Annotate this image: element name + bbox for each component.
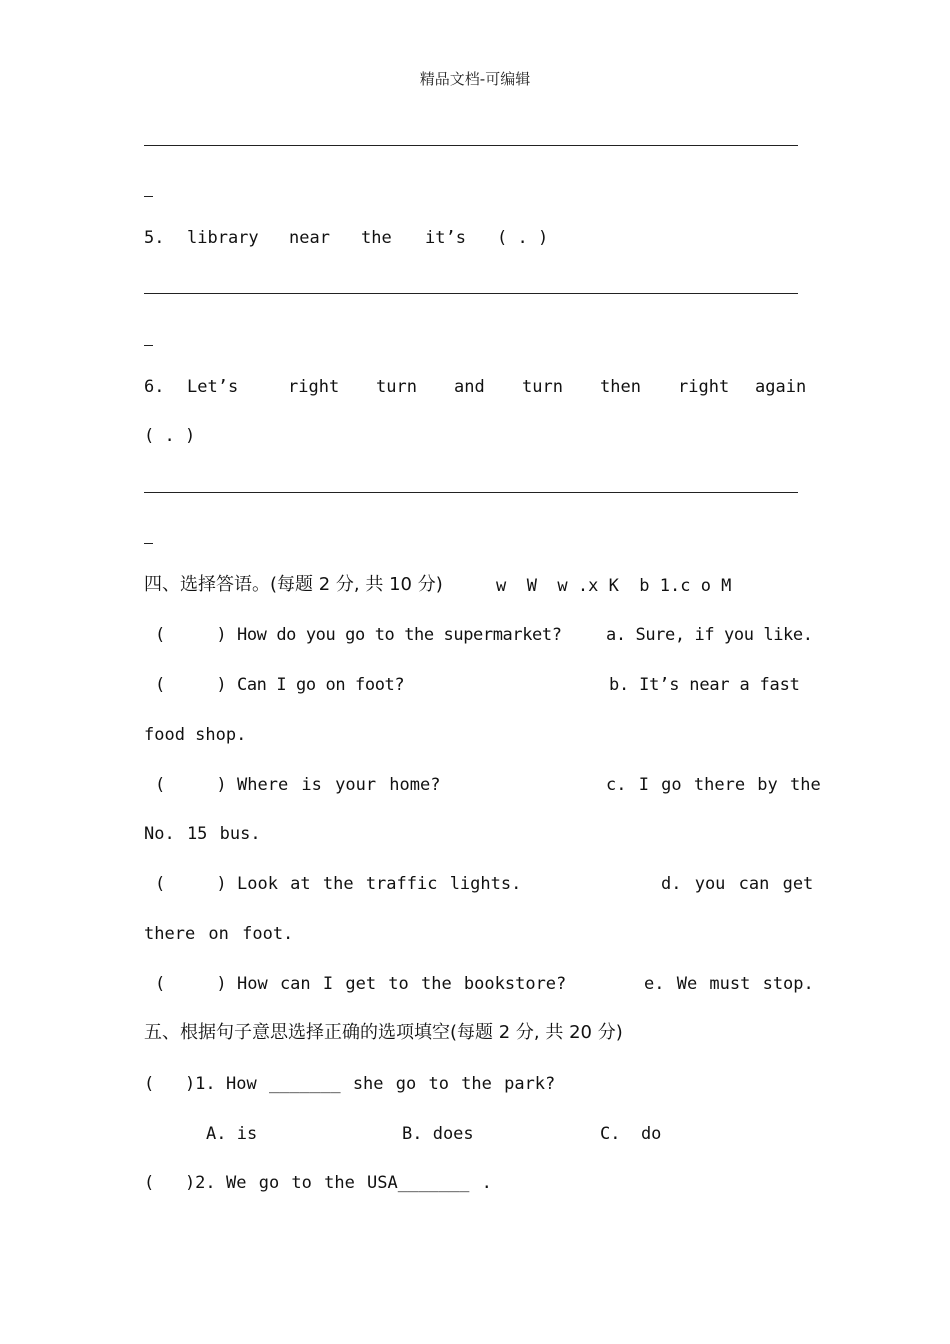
page-header: 精品文档-可编辑 <box>419 70 531 88</box>
answer-line[interactable] <box>144 293 798 294</box>
answer-option-d-cont: there on foot. <box>144 924 294 944</box>
q6-word-2: right <box>288 377 340 397</box>
q5-end-mark: ( . ) <box>497 228 549 248</box>
q6-number: 6. <box>144 377 165 397</box>
q5-number: 5. <box>144 228 165 248</box>
question-text: Can I go on foot? <box>237 675 405 695</box>
q1-text: How _______ she go to the park? <box>226 1074 556 1094</box>
q6-word-6: then <box>600 377 641 397</box>
section4-watermark: w W w .x K b 1.c o M <box>496 576 732 596</box>
answer-bracket[interactable]: ( ) <box>155 625 227 645</box>
q5-word-2: near <box>289 228 330 248</box>
question-text: How do you go to the supermarket? <box>237 625 562 645</box>
q6-word-8: again <box>755 377 807 397</box>
q6-word-3: turn <box>376 377 417 397</box>
q2-bracket[interactable]: ( )2. <box>144 1173 216 1193</box>
q2-text: We go to the USA_______ . <box>226 1173 492 1193</box>
q6-word-1: Let’s <box>187 377 239 397</box>
q1-option-c[interactable]: C. do <box>600 1124 662 1144</box>
section4-title: 四、选择答语。(每题 2 分, 共 10 分) <box>144 574 443 595</box>
answer-line-tail <box>144 543 153 544</box>
answer-option-e: e. We must stop. <box>644 974 814 994</box>
q5-word-3: the <box>361 228 392 248</box>
answer-line[interactable] <box>144 492 798 493</box>
q1-bracket[interactable]: ( )1. <box>144 1074 216 1094</box>
q6-word-5: turn <box>522 377 563 397</box>
answer-bracket[interactable]: ( ) <box>155 775 227 795</box>
q5-word-4: it’s <box>425 228 466 248</box>
answer-bracket[interactable]: ( ) <box>155 874 227 894</box>
answer-option-d: d. you can get <box>661 874 814 894</box>
answer-option-c-cont: No. 15 bus. <box>144 824 261 844</box>
question-text: How can I get to the bookstore? <box>237 974 567 994</box>
answer-bracket[interactable]: ( ) <box>155 675 227 695</box>
answer-line-tail <box>144 196 153 197</box>
answer-option-a: a. Sure, if you like. <box>606 625 813 645</box>
q6-end-mark: ( . ) <box>144 426 196 446</box>
answer-bracket[interactable]: ( ) <box>155 974 227 994</box>
answer-option-c: c. I go there by the <box>606 775 821 795</box>
answer-option-b-cont: food shop. <box>144 725 247 745</box>
answer-line-tail <box>144 345 153 346</box>
answer-option-b: b. It’s near a fast <box>609 675 800 695</box>
question-text: Look at the traffic lights. <box>237 874 522 894</box>
q6-word-7: right <box>678 377 730 397</box>
q1-option-a[interactable]: A. is <box>206 1124 258 1144</box>
answer-line[interactable] <box>144 145 798 146</box>
q6-word-4: and <box>454 377 485 397</box>
question-text: Where is your home? <box>237 775 441 795</box>
q5-word-1: library <box>187 228 259 248</box>
section5-title: 五、根据句子意思选择正确的选项填空(每题 2 分, 共 20 分) <box>144 1022 623 1043</box>
q1-option-b[interactable]: B. does <box>402 1124 474 1144</box>
